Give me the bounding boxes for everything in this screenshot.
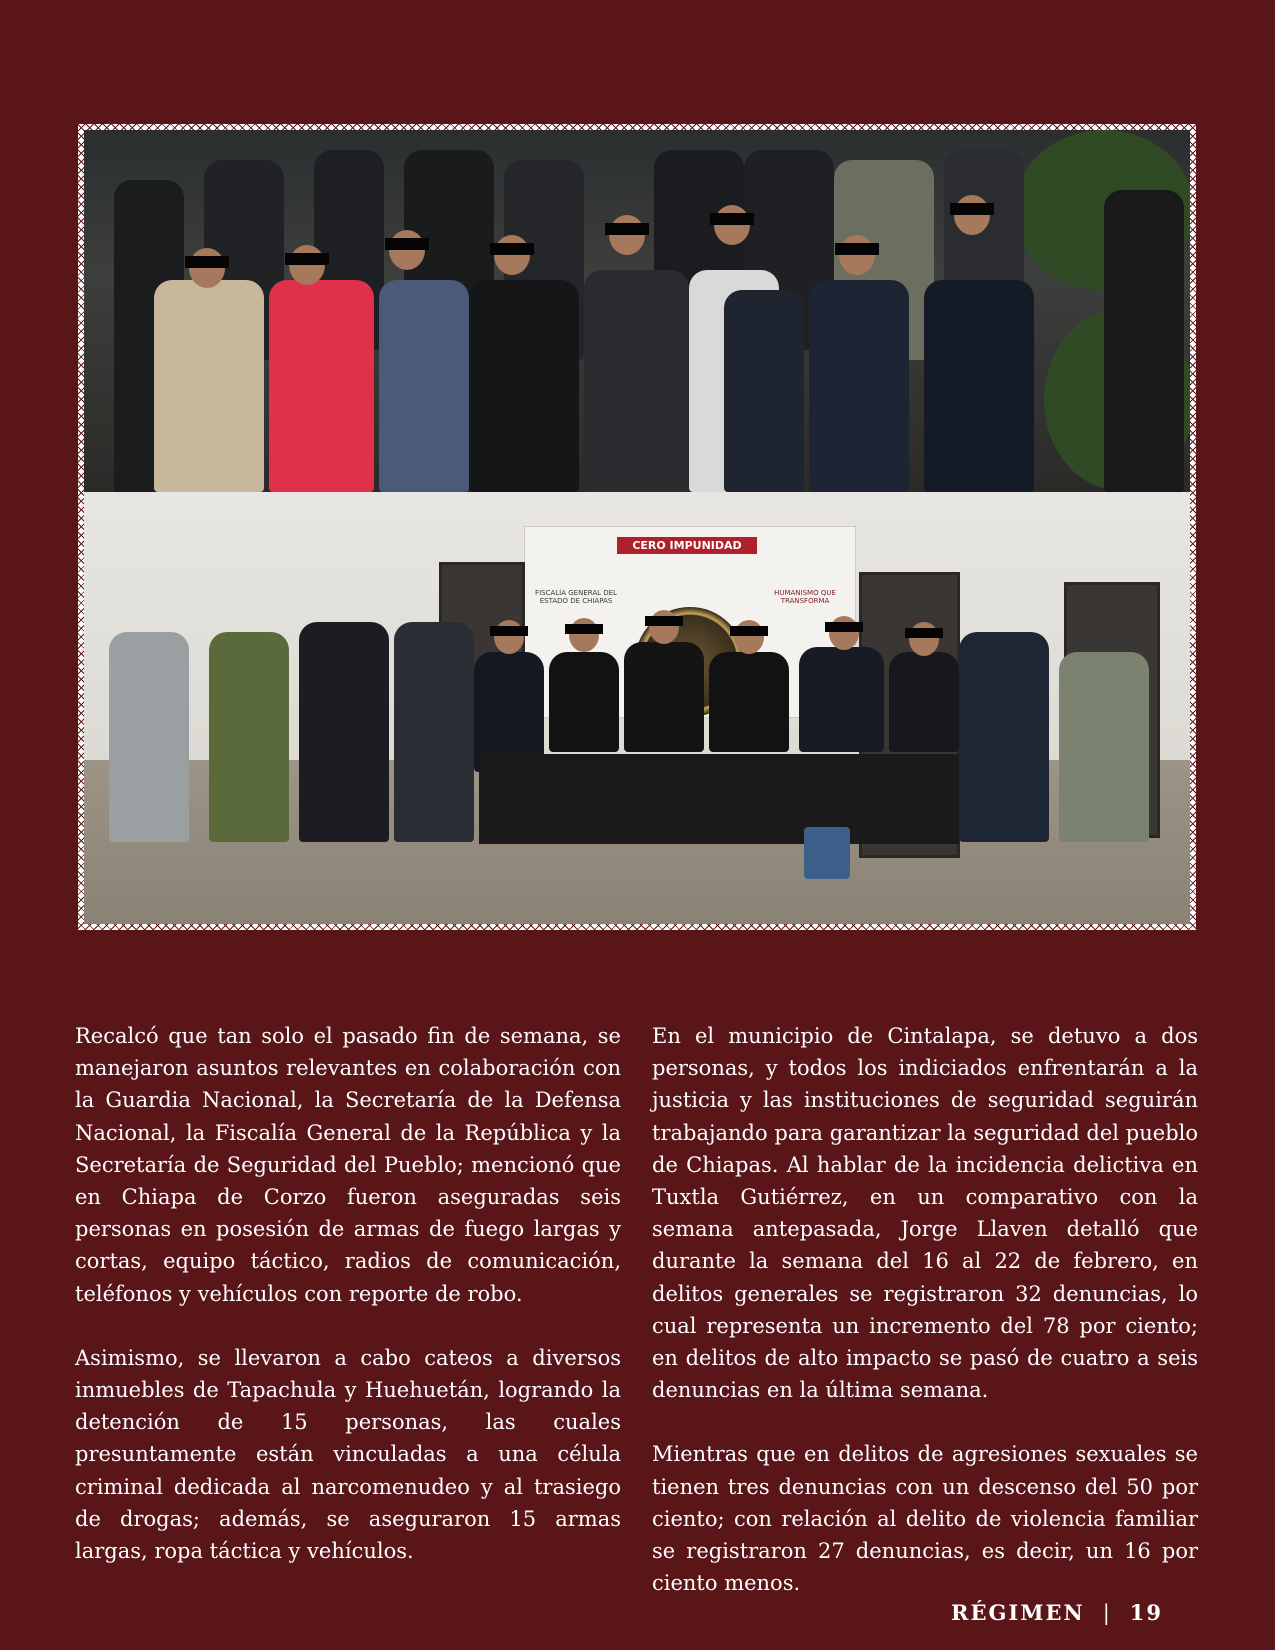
censor-bar (905, 628, 943, 638)
detainee-figure (379, 280, 469, 492)
head (389, 230, 425, 270)
article-column-left (75, 1020, 621, 1599)
page-number: 19 (1129, 1600, 1163, 1625)
head (189, 248, 225, 288)
officer-figure (209, 632, 289, 842)
detainee-figure (889, 652, 959, 752)
censor-bar (710, 213, 754, 225)
detainee-figure (724, 290, 804, 492)
detainee-figure (154, 280, 264, 492)
head (954, 195, 990, 235)
head (839, 235, 875, 275)
detainee-figure (709, 652, 789, 752)
evidence-table (479, 754, 959, 844)
censor-bar (645, 616, 683, 626)
officer-figure (959, 632, 1049, 842)
censor-bar (385, 238, 429, 250)
article-paragraph: En el municipio de Cintalapa, se detuvo a dos personas, y todos los indiciados enfrentarán a la justicia y las instituciones de seguridad seguirán trabajando para garantizar la seguridad del pueblo de Chiapas. Al hablar de la incidencia delictiva en Tuxtla Gutiérrez, en un comparativo con la semana antepasada, Jorge Llaven detalló que durante la semana del 16 al 22 de febrero, en delitos generales se registraron 32 denuncias, lo cual representa un incremento del 78 por ciento; en delitos de alto impacto se pasó de cuatro a seis denuncias en la última semana. (652, 1024, 1198, 1403)
banner-right-label: HUMANISMO QUE TRANSFORMA (774, 589, 836, 605)
detainee-figure (809, 280, 909, 492)
officer-figure (109, 632, 189, 842)
officer-figure (394, 622, 474, 842)
head (494, 235, 530, 275)
photo-detainees-top (84, 130, 1190, 492)
article-column-right (652, 1020, 1198, 1631)
officer-figure (299, 622, 389, 842)
censor-bar (605, 223, 649, 235)
head (289, 245, 325, 285)
head (714, 205, 750, 245)
censor-bar (835, 243, 879, 255)
censor-bar (490, 243, 534, 255)
censor-bar (285, 253, 329, 265)
officer-figure (1059, 652, 1149, 842)
head (609, 215, 645, 255)
censor-bar (825, 622, 863, 632)
detainee-figure (799, 647, 884, 752)
detainee-figure (924, 280, 1034, 492)
photo-detainees-bottom (84, 492, 1190, 924)
censor-bar (185, 256, 229, 268)
banner-left-label: FISCALÍA GENERAL DEL ESTADO DE CHIAPAS (535, 589, 617, 605)
page-footer (951, 1600, 1163, 1625)
article-paragraph: Asimismo, se llevaron a cabo cateos a diversos inmuebles de Tapachula y Huehuetán, logrando la detención de 15 personas, las cuales presuntamente están vinculadas a una célula criminal dedicada al narcomenudeo y al trasiego de drogas; además, se aseguraron 15 armas largas, ropa táctica y vehículos. (75, 1345, 621, 1564)
censor-bar (730, 626, 768, 636)
detainee-figure (624, 642, 704, 752)
detainee-figure (469, 280, 579, 492)
banner-title: CERO IMPUNIDAD (617, 537, 757, 554)
publication-name: RÉGIMEN (951, 1600, 1085, 1625)
bucket (804, 827, 850, 879)
censor-bar (565, 624, 603, 634)
detainee-figure (269, 280, 374, 492)
article-paragraph: Mientras que en delitos de agresiones sexuales se tienen tres denuncias con un descenso del 50 por ciento; con relación al delito de violencia familiar se registraron 27 denuncias, es decir, un 16 por ciento menos. (652, 1442, 1198, 1596)
officer-figure (1104, 190, 1184, 492)
article-paragraph: Recalcó que tan solo el pasado fin de semana, se manejaron asuntos relevantes en colaboración con la Guardia Nacional, la Secretaría de la Defensa Nacional, la Fiscalía General de la República y la Secretaría de Seguridad del Pueblo; mencionó que en Chiapa de Corzo fueron aseguradas seis personas en posesión de armas de fuego largas y cortas, equipo táctico, radios de comunicación, teléfonos y vehículos con reporte de robo. (75, 1024, 621, 1306)
detainee-figure (549, 652, 619, 752)
censor-bar (490, 626, 528, 636)
detainee-figure (584, 270, 689, 492)
footer-separator: | (1102, 1600, 1112, 1625)
censor-bar (950, 203, 994, 215)
photo-frame (78, 124, 1196, 930)
